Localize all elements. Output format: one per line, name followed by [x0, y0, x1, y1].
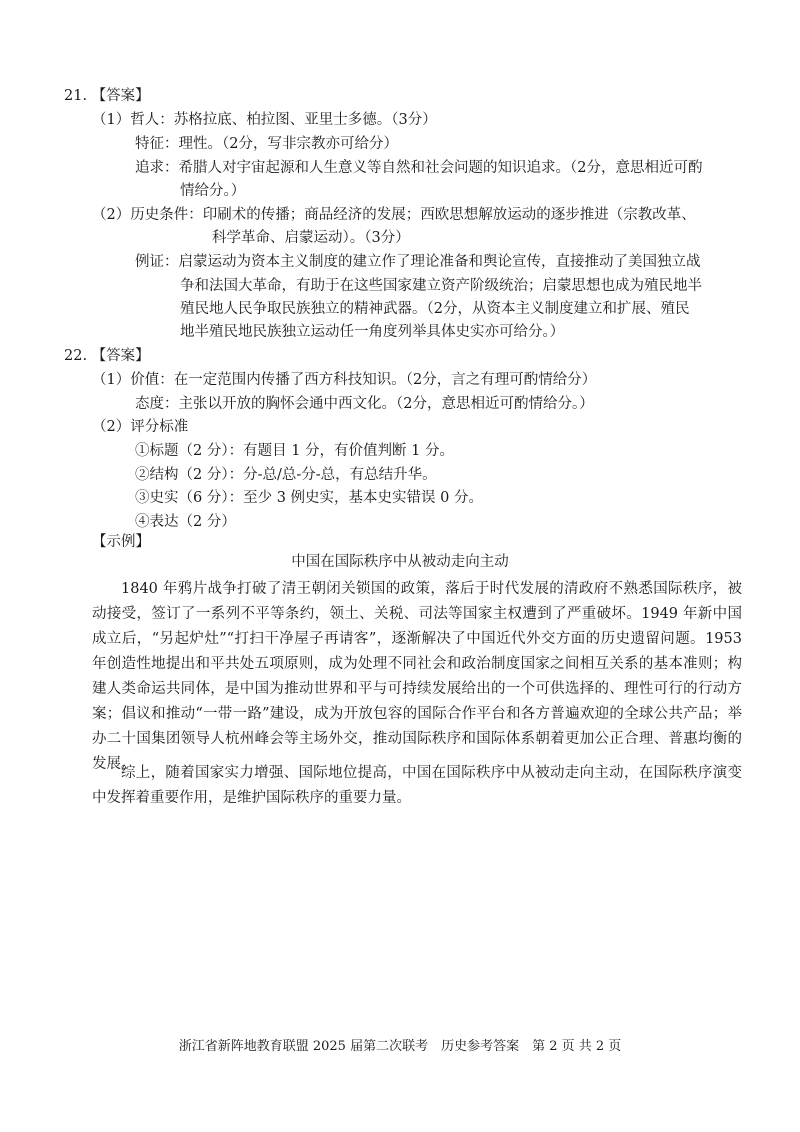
- page-footer: 浙江省新阵地教育联盟 2025 届第二次联考 历史参考答案 第 2 页 共 2 页: [178, 1039, 622, 1054]
- q21-pursuit-line1: 追求：希腊人对宇宙起源和人生意义等自然和社会问题的知识追求。（2分，意思相近可酌: [135, 160, 703, 176]
- q21-example-line2: 争和法国大革命，有助于在这些国家建立资产阶级统治；启蒙思想也成为殖民地半: [180, 278, 702, 294]
- q21-heading: 21. 【答案】: [64, 88, 150, 104]
- essay-paragraph-2: 综上，随着国家实力增强、国际地位提高，中国在国际秩序中从被动走向主动，在国际秩序演变中发挥着重要作用，是维护国际秩序的重要力量。: [92, 765, 742, 806]
- essay-paragraph-1: 1840 年鸦片战争打破了清王朝闭关锁国的政策，落后于时代发展的清政府不熟悉国际秩序，被动接受，签订了一系列不平等条约，领土、关税、司法等国家主权遭到了严重破坏。1949 年新中国成立后，“另起炉灶”“打扫干净屋子再请客”，逐渐解决了中国近代外交方面的历史遗留问题。1953 年创造性地提出和平共处五项原则，成为处理不同社会和政治制度国家之间相互关系的基本准则；构建人类命运共同体，是中国为推动世界和平与可持续发展给出的一个可供选择的、理性可行的行动方案；倡议和推动“一带一路”建设，成为开放包容的国际合作平台和各方普遍欢迎的全球公共产品；举办二十国集团领导人杭州峰会等主场外交，推动国际秩序和国际体系朝着更加公正合理、普惠均衡的发展。: [92, 581, 742, 772]
- q22-attitude: 态度：主张以开放的胸怀会通中西文化。（2分，意思相近可酌情给分。）: [135, 396, 594, 412]
- q21-example-line3: 殖民地人民争取民族独立的精神武器。（2分，从资本主义制度建立和扩展、殖民: [180, 301, 690, 317]
- q21-conditions-line2: 科学革命、启蒙运动）。（3分）: [212, 230, 410, 246]
- q22-criteria-heading: （2）评分标准: [92, 419, 189, 435]
- q21-conditions-line1: （2）历史条件：印刷术的传播；商品经济的发展；西欧思想解放运动的逐步推进（宗教改革、: [92, 207, 696, 223]
- q21-example-line4: 地半殖民地民族独立运动任一角度列举具体史实亦可给分。）: [180, 324, 565, 340]
- essay-title: 中国在国际秩序中从被动走向主动: [291, 554, 509, 570]
- q21-example-line1: 例证：启蒙运动为资本主义制度的建立作了理论准备和舆论宣传，直接推动了美国独立战: [135, 254, 701, 270]
- q21-feature: 特征：理性。（2分，写非宗教亦可给分）: [135, 136, 398, 152]
- q21-pursuit-line2: 情给分。）: [180, 183, 246, 199]
- q22-example-label: 【示例】: [92, 534, 150, 550]
- q22-value: （1）价值：在一定范围内传播了西方科技知识。（2分，言之有理可酌情给分）: [92, 372, 597, 388]
- q22-criterion-title: ①标题（2 分）：有题目 1 分，有价值判断 1 分。: [135, 443, 454, 459]
- q22-criterion-facts: ③史实（6 分）：至少 3 例史实，基本史实错误 0 分。: [135, 490, 483, 506]
- q22-criterion-expression: ④表达（2 分）: [135, 514, 236, 530]
- q22-heading: 22. 【答案】: [64, 348, 150, 364]
- q22-criterion-structure: ②结构（2 分）：分-总/总-分-总，有总结升华。: [135, 467, 437, 483]
- q21-philosophers: （1）哲人：苏格拉底、柏拉图、亚里士多德。（3分）: [92, 112, 437, 128]
